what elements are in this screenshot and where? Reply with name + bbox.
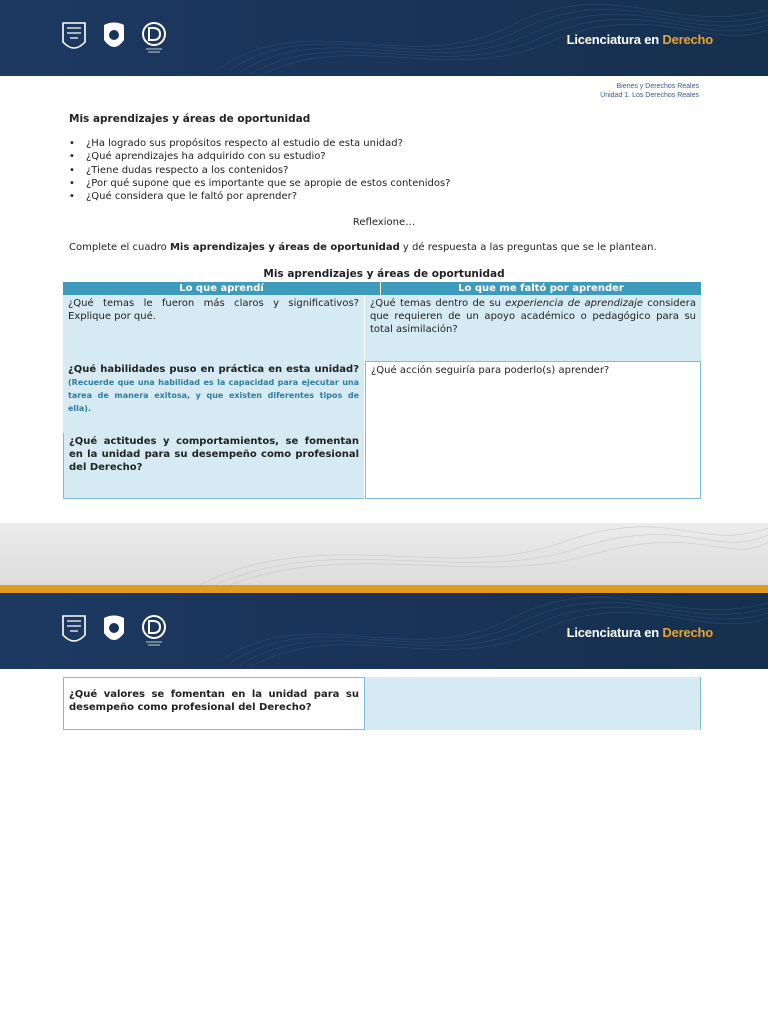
cell-note: (Recuerde que una habilidad es la capacidad para ejecutar una tarea de manera exitosa, y que existen diferentes tipos de ella). (68, 378, 359, 413)
institution-logos (60, 20, 168, 56)
cell-text: ¿Qué habilidades puso en práctica en esta unidad? (68, 364, 359, 375)
cuaed-logo-icon (140, 613, 168, 649)
institution-logos (60, 613, 168, 649)
list-item: • ¿Tiene dudas respecto a los contenidos? (69, 164, 450, 177)
column-header-missing: Lo que me faltó por aprender (381, 282, 701, 295)
instruction-text (69, 242, 709, 253)
cell-values-response[interactable] (365, 677, 701, 730)
page-meta (600, 83, 699, 100)
program-brand (567, 32, 713, 47)
page-header (0, 0, 768, 76)
brand-prefix: Licenciatura en (566, 32, 663, 47)
page-header-2 (0, 593, 768, 669)
course-name: Bienes y Derechos Reales (616, 83, 699, 90)
page-gap (0, 523, 768, 585)
accent-strip (0, 585, 768, 593)
faculty-shield-icon (100, 613, 128, 649)
reflect-text: Reflexione… (352, 217, 416, 228)
program-brand (567, 625, 713, 640)
gap-wave-decoration (0, 523, 768, 585)
cell-topics-needing-support[interactable] (365, 295, 701, 361)
brand-accent: Derecho (662, 625, 713, 640)
cell-text: ¿Qué temas le fueron más claros y significativos? Explique por qué. (68, 298, 359, 322)
instruction-pre: Complete el cuadro (69, 242, 170, 253)
list-item: • ¿Qué considera que le faltó por aprender? (69, 190, 450, 203)
cell-values[interactable] (63, 677, 365, 730)
brand-accent: Derecho (662, 32, 713, 47)
unam-seal-icon (60, 613, 88, 649)
unam-seal-icon (60, 20, 88, 56)
cell-attitudes[interactable] (63, 433, 364, 499)
table-title: Mis aprendizajes y áreas de oportunidad (263, 268, 505, 280)
section-title: Mis aprendizajes y áreas de oportunidad (69, 113, 311, 125)
question-list (69, 137, 450, 203)
instruction-bold: Mis aprendizajes y áreas de oportunidad (169, 242, 400, 253)
unit-name: Unidad 1. Los Derechos Reales (600, 91, 699, 99)
brand-prefix: Licenciatura en (566, 625, 663, 640)
cuaed-logo-icon (140, 20, 168, 56)
list-item: • ¿Ha logrado sus propósitos respecto al estudio de esta unidad? (69, 137, 450, 150)
list-item: • ¿Qué aprendizajes ha adquirido con su estudio? (69, 150, 450, 163)
cell-skills[interactable] (63, 361, 364, 433)
cell-text: ¿Qué valores se fomentan en la unidad para su desempeño como profesional del Derecho? (69, 689, 359, 713)
list-item: • ¿Por qué supone que es importante que se apropie de estos contenidos? (69, 177, 450, 190)
cell-text: ¿Qué actitudes y comportamientos, se fomentan en la unidad para su desempeño como profesional del Derecho? (69, 436, 359, 473)
cell-action-plan[interactable] (365, 361, 701, 499)
faculty-shield-icon (100, 20, 128, 56)
cell-text: considera que requieren de un apoyo académico o pedagógico para su total asimilación? (370, 298, 696, 335)
cell-text: ¿Qué acción seguiría para poderlo(s) aprender? (371, 365, 610, 376)
instruction-post: y dé respuesta a las preguntas que se le plantean. (399, 242, 657, 253)
cell-clear-topics[interactable] (63, 295, 364, 361)
cell-text-emphasis: experiencia de aprendizaje (505, 298, 644, 309)
table-header-row (63, 282, 701, 295)
cell-text: ¿Qué temas dentro de su (370, 298, 506, 309)
column-header-learned: Lo que aprendí (63, 282, 381, 295)
